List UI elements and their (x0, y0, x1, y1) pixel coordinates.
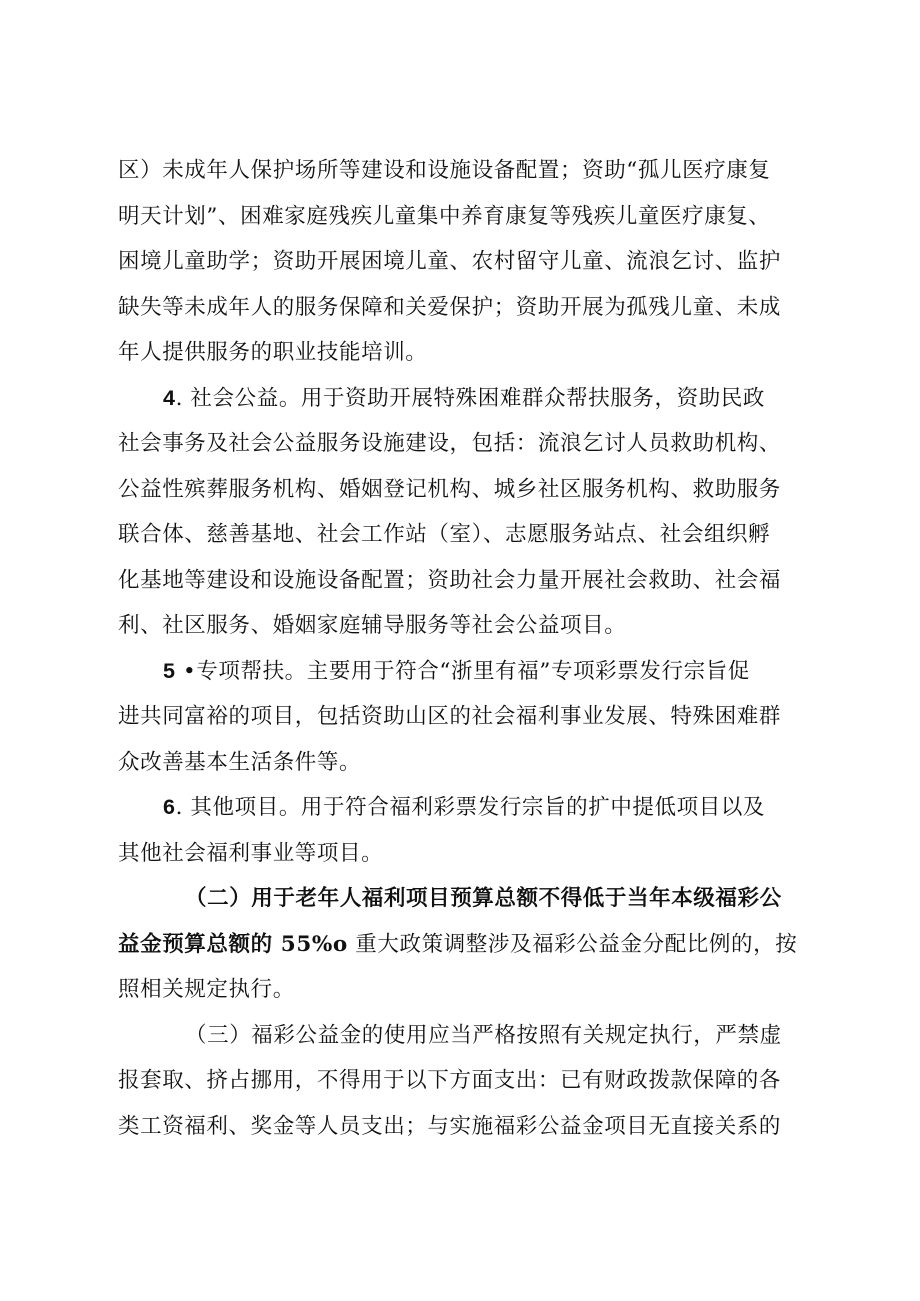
text-line: 其他社会福利事业等项目。 (118, 840, 384, 866)
paragraph-orphan-child-protection (118, 148, 818, 376)
item-number: 5 (163, 658, 176, 683)
item-heading-text: . 社会公益。用于资助开展特殊困难群众帮扶服务，资助民政 (175, 385, 766, 411)
paragraph-item-5-special-assistance (118, 649, 818, 786)
item-heading-text: •专项帮扶。主要用于符合“浙里有福”专项彩票发行宗旨促 (175, 658, 750, 684)
text-line: 公益性殡葬服务机构、婚姻登记机构、城乡社区服务机构、救助服务 (118, 476, 782, 502)
item-number: 4 (163, 385, 176, 410)
text-line: 化基地等建设和设施设备配置；资助社会力量开展社会救助、社会福 (118, 567, 782, 593)
text-line: 社会事务及社会公益服务设施建设，包括：流浪乞讨人员救助机构、 (118, 431, 782, 456)
text-line: 困境儿童助学；资助开展困境儿童、农村留守儿童、流浪乞讨、监护 (118, 249, 782, 274)
text-line: 照相关规定执行。 (118, 977, 295, 1002)
text-line: 进共同富裕的项目，包括资助山区的社会福利事业发展、特殊困难群 (118, 704, 782, 729)
item-number: 6 (163, 795, 176, 819)
text-line: 明天计划”、困难家庭残疾儿童集中养育康复等残疾儿童医疗康复、 (118, 203, 771, 229)
text-line: 年人提供服务的职业技能培训。 (118, 340, 428, 365)
text-line (118, 649, 818, 695)
text-line: （二）用于老年人福利项目预算总额不得低于当年本级福彩公 (185, 886, 782, 911)
bold-text: 益金预算总额的 55%o (118, 931, 348, 957)
item-heading-text: . 其他项目。用于符合福利彩票发行宗旨的扩中提低项目以及 (175, 795, 766, 820)
text-line: 区）未成年人保护场所等建设和设施设备配置；资助“孤儿医疗康复 (118, 158, 771, 183)
text-line: 缺失等未成年人的服务保障和关爱保护；资助开展为孤残儿童、未成 (118, 294, 782, 320)
text-line: （三）福彩公益金的使用应当严格按照有关规定执行，严禁虚 (185, 1022, 782, 1048)
text-line: 利、社区服务、婚姻家庭辅导服务等社会公益项目。 (118, 613, 627, 638)
text-line (118, 922, 818, 968)
paragraph-item-6-other-projects (118, 785, 818, 876)
text-line (118, 785, 818, 831)
paragraph-section-3-fund-usage (118, 1013, 818, 1150)
text-line (118, 376, 818, 422)
text-line: 报套取、挤占挪用，不得用于以下方面支出：已有财政拨款保障的各 (118, 1068, 782, 1093)
text-line: 联合体、慈善基地、社会工作站（室）、志愿服务站点、社会组织孵 (118, 522, 771, 547)
paragraph-item-4-social-welfare (118, 376, 818, 649)
paragraph-section-2-elderly-budget (118, 876, 818, 1013)
text-line: 类工资福利、奖金等人员支出；与实施福彩公益金项目无直接关系的 (118, 1113, 782, 1139)
plain-text: 重大政策调整涉及福彩公益金分配比例的，按 (347, 931, 798, 957)
text-line: 众改善基本生活条件等。 (118, 749, 362, 775)
document-body (118, 148, 818, 1149)
